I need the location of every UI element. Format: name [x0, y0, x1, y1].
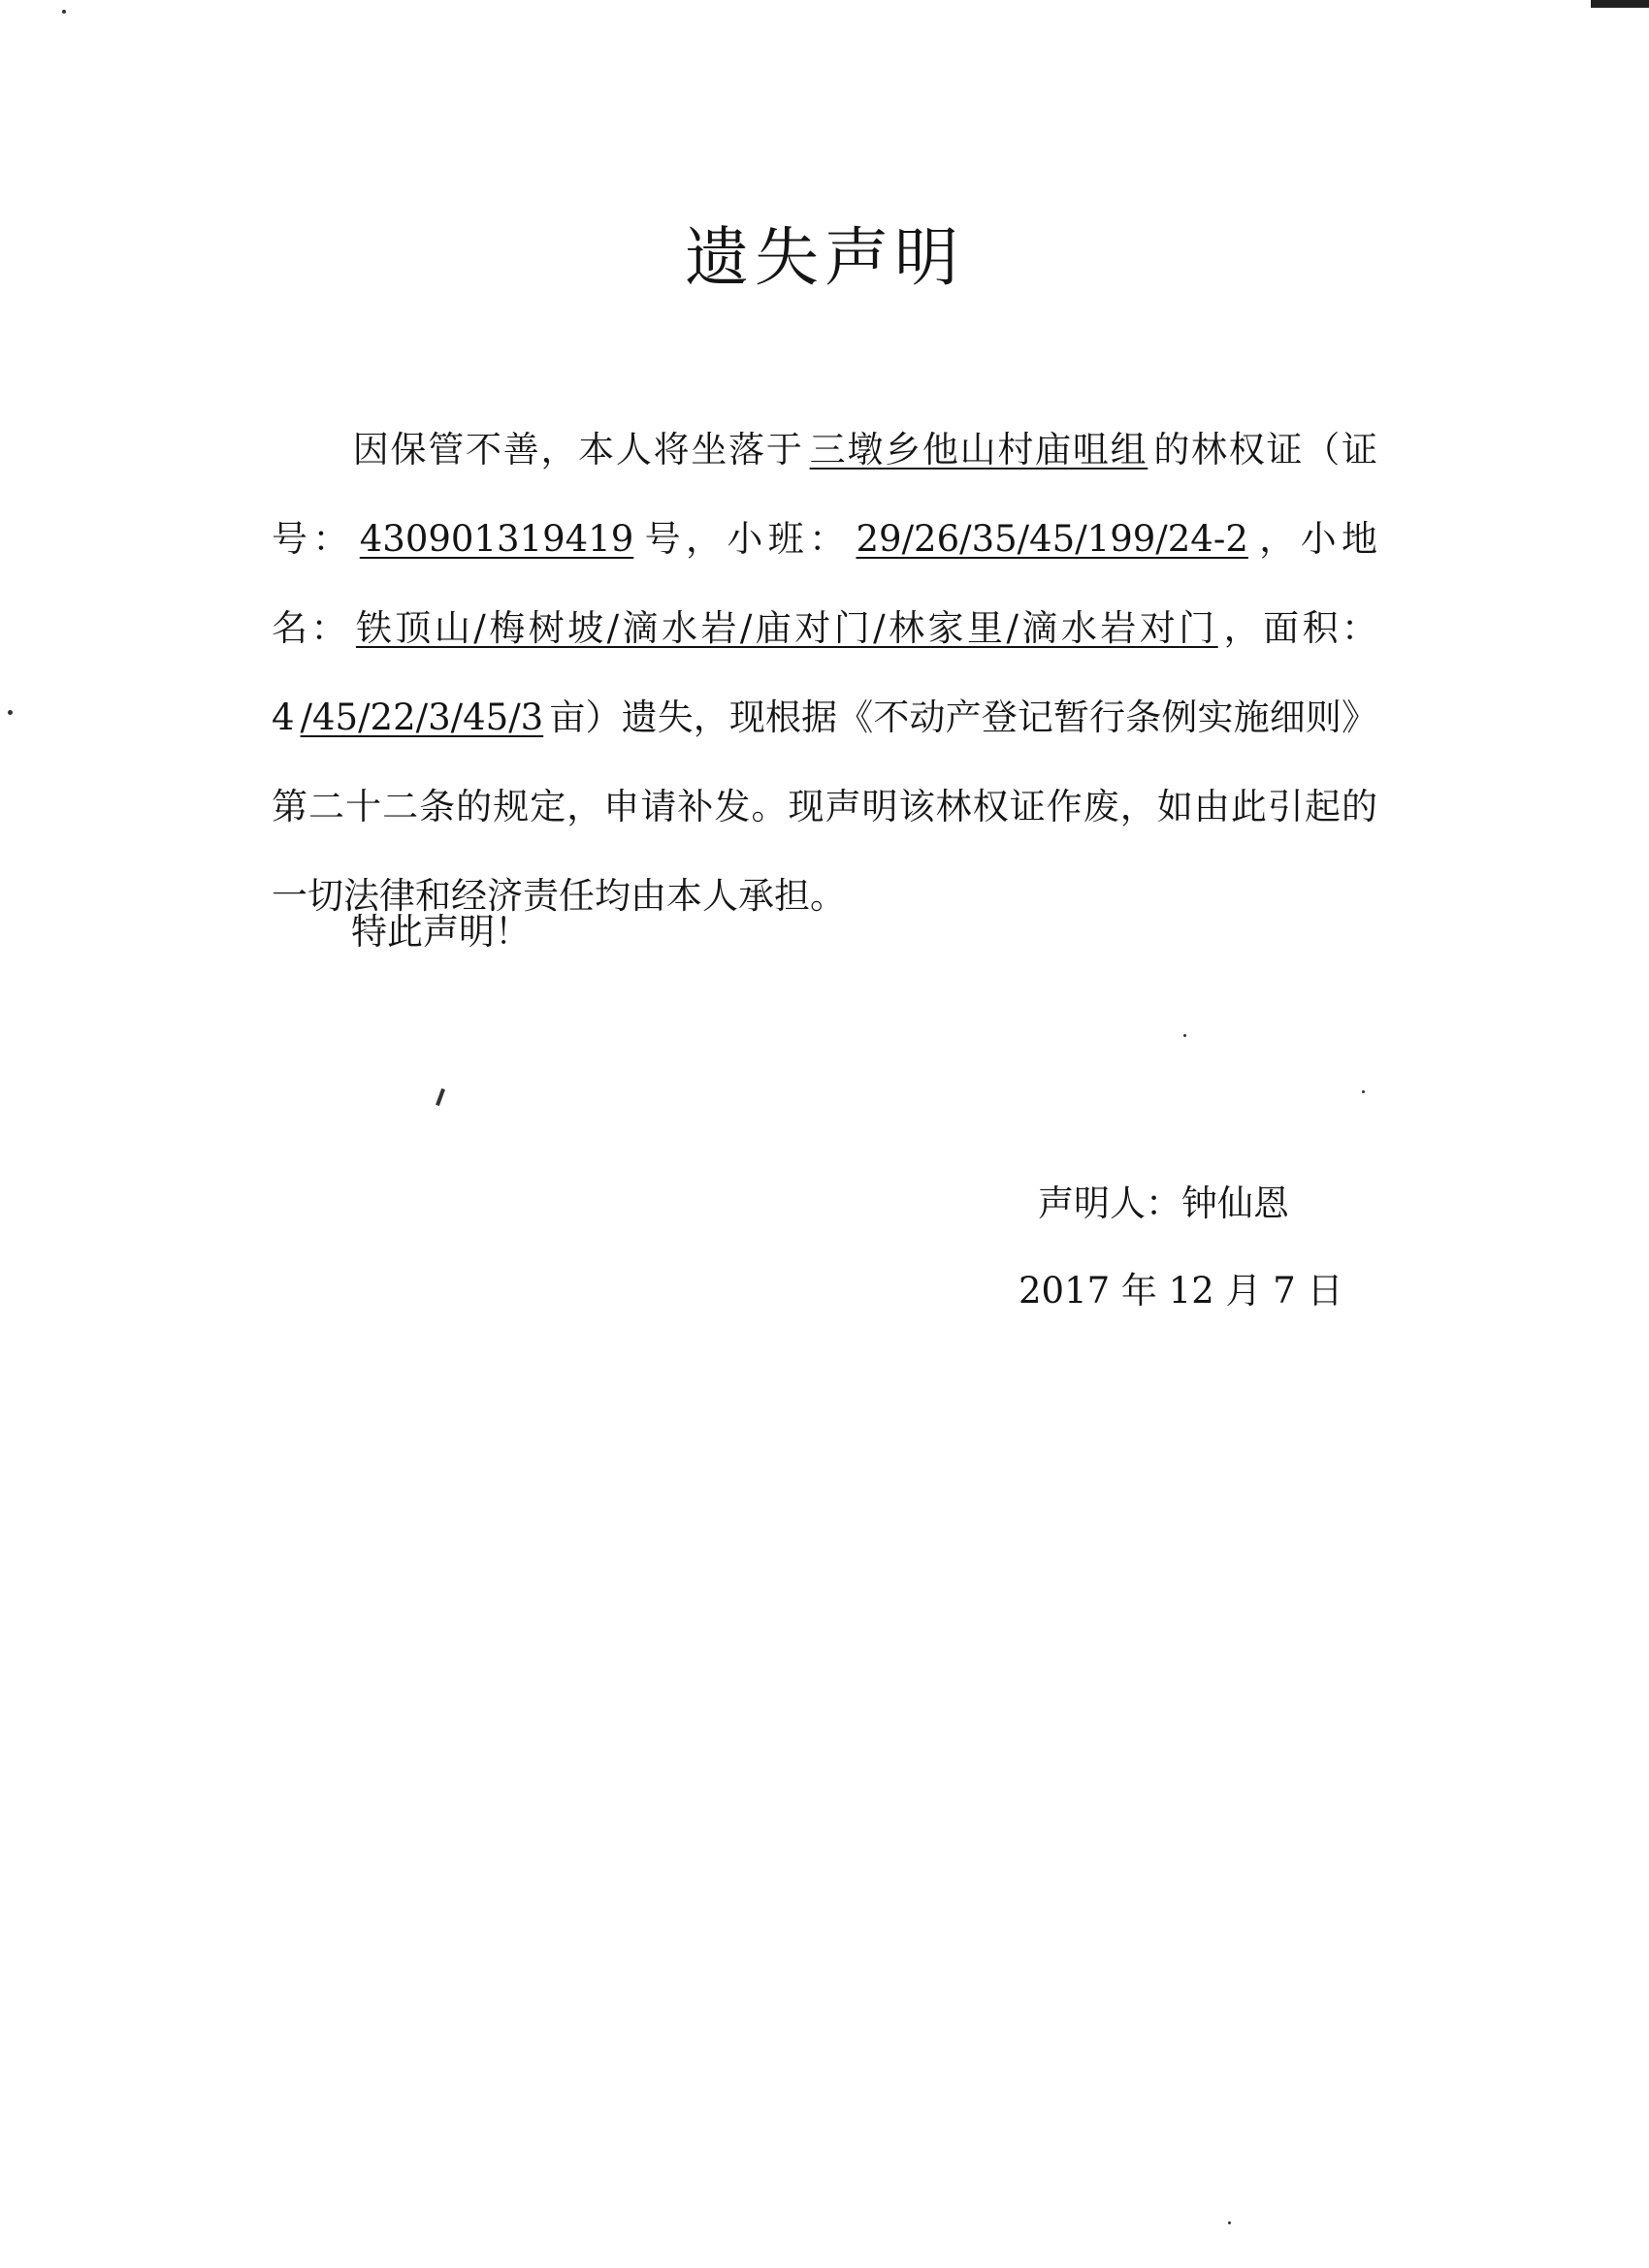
document-title: 遗失声明 [685, 220, 964, 295]
certificate-number-field: 430901319419 [359, 518, 634, 560]
area-field: /45/22/3/45/3 [300, 697, 544, 738]
scan-corner-mark [1591, 0, 1649, 8]
signer-line: 声明人：钟仙恩 [1038, 1183, 1289, 1224]
text-segment: 号，小班： [639, 518, 851, 560]
scan-speck [62, 10, 66, 14]
location-field: 三墩乡他山村庙咀组 [809, 429, 1148, 470]
scan-speck [8, 710, 13, 715]
scan-speck [1183, 1034, 1186, 1037]
text-segment: ，小地名： [272, 518, 1378, 649]
scan-speck [1228, 2221, 1231, 2224]
text-segment: 因保管不善，本人将坐落于 [351, 429, 804, 470]
place-names-field: 铁顶山/梅树坡/滴水岩/庙对门/林家里/滴水岩对门 [355, 607, 1218, 649]
text-segment: 的林权证（证号： [272, 429, 1378, 560]
text-segment: 亩）遗失，现根据《不动产登记暂行条例实施细则》第二十二条的规定，申请补发。现声明该林权证作废，如由此引起的一切法律和经济责任均由本人承担。 [272, 697, 1377, 917]
declaration-paragraph [272, 405, 1377, 941]
scan-speck [1362, 1090, 1365, 1093]
closing-statement: 特此声明！ [351, 911, 531, 953]
declaration-body [272, 405, 1377, 941]
pen-mark [436, 1088, 445, 1106]
text-segment: ，面积：4 [272, 607, 1378, 738]
date-line: 2017 年 12 月 7 日 [1018, 1270, 1343, 1312]
sub-compartment-field: 29/26/35/45/199/24-2 [856, 518, 1248, 560]
